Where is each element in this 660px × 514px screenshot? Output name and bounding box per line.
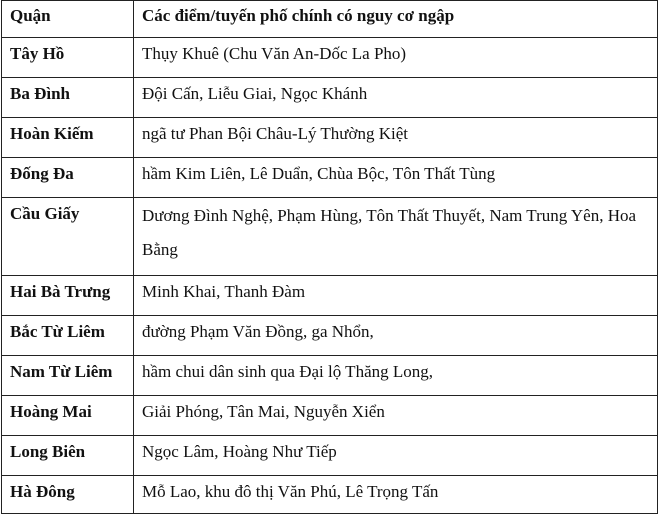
district-cell: Long Biên <box>2 436 134 476</box>
flood-risk-table <box>1 0 658 514</box>
table-row <box>2 396 658 436</box>
district-cell: Hà Đông <box>2 476 134 514</box>
table-row <box>2 158 658 198</box>
table-header-row <box>2 1 658 38</box>
header-district: Quận <box>2 1 134 38</box>
table-row <box>2 276 658 316</box>
table-row <box>2 316 658 356</box>
streets-cell: Ngọc Lâm, Hoàng Như Tiếp <box>134 436 658 476</box>
district-cell: Nam Từ Liêm <box>2 356 134 396</box>
table-row <box>2 78 658 118</box>
table-row <box>2 356 658 396</box>
table-row <box>2 38 658 78</box>
header-streets: Các điểm/tuyến phố chính có nguy cơ ngập <box>134 1 658 38</box>
district-cell: Hoàn Kiếm <box>2 118 134 158</box>
district-cell: Tây Hồ <box>2 38 134 78</box>
district-cell: Đống Đa <box>2 158 134 198</box>
table-row <box>2 436 658 476</box>
streets-cell: Dương Đình Nghệ, Phạm Hùng, Tôn Thất Thuyết, Nam Trung Yên, Hoa Bằng <box>134 198 658 276</box>
streets-cell: Giải Phóng, Tân Mai, Nguyễn Xiển <box>134 396 658 436</box>
district-cell: Ba Đình <box>2 78 134 118</box>
district-cell: Hoàng Mai <box>2 396 134 436</box>
district-cell: Cầu Giấy <box>2 198 134 276</box>
district-cell: Bắc Từ Liêm <box>2 316 134 356</box>
streets-cell: ngã tư Phan Bội Châu-Lý Thường Kiệt <box>134 118 658 158</box>
streets-cell: hầm chui dân sinh qua Đại lộ Thăng Long, <box>134 356 658 396</box>
streets-cell: Minh Khai, Thanh Đàm <box>134 276 658 316</box>
streets-cell: Thụy Khuê (Chu Văn An-Dốc La Pho) <box>134 38 658 78</box>
table-row <box>2 118 658 158</box>
streets-cell: hầm Kim Liên, Lê Duẩn, Chùa Bộc, Tôn Thất Tùng <box>134 158 658 198</box>
streets-cell: đường Phạm Văn Đồng, ga Nhổn, <box>134 316 658 356</box>
district-cell: Hai Bà Trưng <box>2 276 134 316</box>
table-row <box>2 198 658 276</box>
streets-cell: Đội Cấn, Liễu Giai, Ngọc Khánh <box>134 78 658 118</box>
streets-cell: Mỗ Lao, khu đô thị Văn Phú, Lê Trọng Tấn <box>134 476 658 514</box>
